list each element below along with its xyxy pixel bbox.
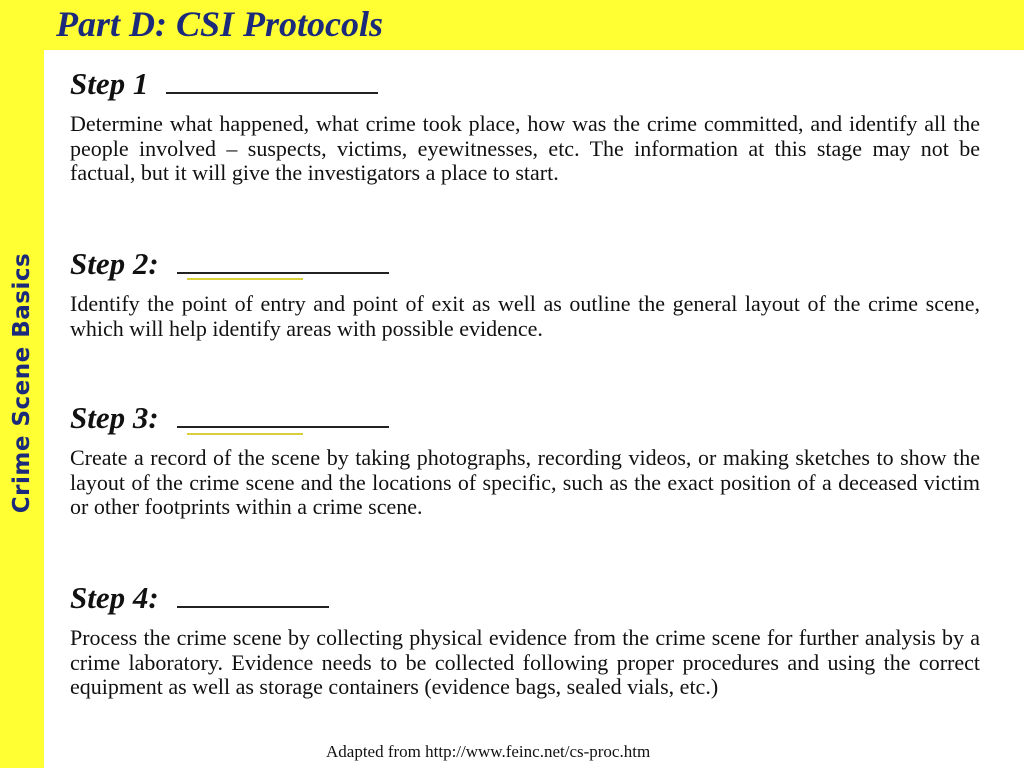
side-bar [0, 0, 44, 768]
step-4-label: Step 4: [70, 580, 159, 615]
step-3-blank [177, 404, 389, 428]
step-2-accent-line [187, 278, 303, 280]
step-2 [70, 246, 980, 341]
step-4-heading [70, 580, 980, 616]
step-1-heading [70, 66, 980, 102]
step-3-body: Create a record of the scene by taking photographs, recording videos, or making sketches to show the layout of the crime scene and the locations of specific, such as the exact position of a deceased victim or other footprints within a crime scene. [70, 445, 980, 519]
source-footer: Adapted from http://www.feinc.net/cs-proc.htm [326, 742, 651, 761]
step-4-blank [177, 584, 329, 608]
step-1-body: Determine what happened, what crime took place, how was the crime committed, and identify all the people involved – suspects, victims, eyewitnesses, etc. The information at this stage may not be factual, but it will give the investigators a place to start. [70, 111, 980, 185]
step-4 [70, 580, 980, 700]
step-3 [70, 400, 980, 520]
side-label: Crime Scene Basics [9, 252, 35, 514]
step-4-body: Process the crime scene by collecting physical evidence from the crime scene for further analysis by a crime laboratory. Evidence needs to be collected following proper procedures and using the correct equipment as well as storage containers (evidence bags, sealed vials, etc.) [70, 625, 980, 699]
page-title: Part D: CSI Protocols [56, 4, 384, 44]
step-2-heading [70, 246, 980, 282]
step-1 [70, 66, 980, 186]
step-3-accent-line [187, 433, 303, 435]
step-2-body: Identify the point of entry and point of exit as well as outline the general layout of the crime scene, which will help identify areas with possible evidence. [70, 291, 980, 341]
step-3-label: Step 3: [70, 400, 159, 435]
step-2-blank [177, 250, 389, 274]
step-2-label: Step 2: [70, 246, 159, 281]
step-3-heading [70, 400, 980, 436]
step-1-label: Step 1 [70, 66, 149, 101]
step-1-blank [166, 70, 378, 94]
